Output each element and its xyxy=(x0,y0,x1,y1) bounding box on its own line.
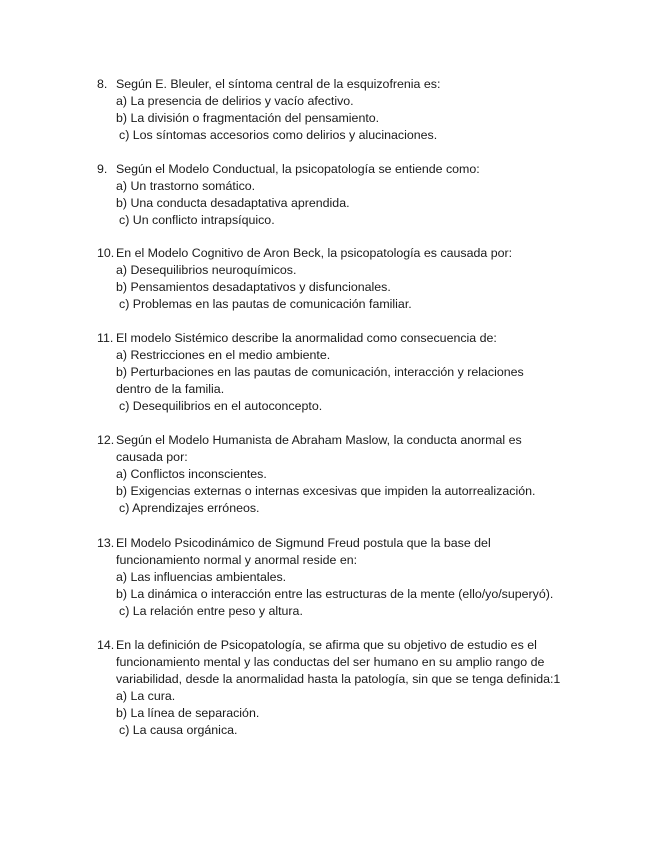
option-c: c) La relación entre peso y altura. xyxy=(119,604,303,618)
option-c: c) Desequilibrios en el autoconcepto. xyxy=(119,399,323,413)
question-10 xyxy=(97,245,597,313)
question-11 xyxy=(97,330,597,415)
option-a: a) Las influencias ambientales. xyxy=(116,570,287,584)
option-b: b) Pensamientos desadaptativos y disfuncionales. xyxy=(116,280,391,294)
option-a: a) Conflictos inconscientes. xyxy=(116,467,267,481)
question-stem: El Modelo Psicodinámico de Sigmund Freud postula que la base del xyxy=(116,536,491,550)
question-stem: En la definición de Psicopatología, se afirma que su objetivo de estudio es el xyxy=(116,638,537,652)
question-number: 14. xyxy=(97,638,115,652)
question-number: 8. xyxy=(97,77,108,91)
question-stem-continuation: funcionamiento normal y anormal reside en: xyxy=(116,553,358,567)
question-stem: Según el Modelo Conductual, la psicopatología se entiende como: xyxy=(116,162,480,176)
question-stem: Según el Modelo Humanista de Abraham Maslow, la conducta anormal es xyxy=(116,433,522,447)
option-c: c) Problemas en las pautas de comunicación familiar. xyxy=(119,297,412,311)
question-14 xyxy=(97,637,597,739)
question-stem: Según E. Bleuler, el síntoma central de la esquizofrenia es: xyxy=(116,77,441,91)
option-c: c) Los síntomas accesorios como delirios y alucinaciones. xyxy=(119,128,438,142)
option-a: a) La presencia de delirios y vacío afectivo. xyxy=(116,94,354,108)
option-a: a) Desequilibrios neuroquímicos. xyxy=(116,263,297,277)
question-number: 13. xyxy=(97,536,115,550)
option-a: a) Un trastorno somático. xyxy=(116,179,256,193)
option-b-continuation: dentro de la familia. xyxy=(116,382,225,396)
question-stem: El modelo Sistémico describe la anormalidad como consecuencia de: xyxy=(116,331,497,345)
question-13 xyxy=(97,535,597,620)
option-b: b) Perturbaciones en las pautas de comunicación, interacción y relaciones xyxy=(116,365,524,379)
question-number: 9. xyxy=(97,162,108,176)
question-8 xyxy=(97,76,597,144)
question-number: 12. xyxy=(97,433,115,447)
option-a: a) Restricciones en el medio ambiente. xyxy=(116,348,331,362)
question-9 xyxy=(97,161,597,229)
question-12 xyxy=(97,432,597,517)
option-c: c) Un conflicto intrapsíquico. xyxy=(119,213,275,227)
option-b: b) La división o fragmentación del pensamiento. xyxy=(116,111,380,125)
option-b: b) Exigencias externas o internas excesivas que impiden la autorrealización. xyxy=(116,484,536,498)
option-b: b) Una conducta desadaptativa aprendida. xyxy=(116,196,350,210)
option-b: b) La dinámica o interacción entre las estructuras de la mente (ello/yo/superyó). xyxy=(116,587,554,601)
question-stem-continuation: funcionamiento mental y las conductas del ser humano en su amplio rango de xyxy=(116,655,545,669)
question-stem: En el Modelo Cognitivo de Aron Beck, la psicopatología es causada por: xyxy=(116,246,513,260)
option-c: c) La causa orgánica. xyxy=(119,723,238,737)
question-number: 11. xyxy=(97,331,114,345)
question-number: 10. xyxy=(97,246,115,260)
question-stem-continuation: variabilidad, desde la anormalidad hasta la patología, sin que se tenga definida:1 xyxy=(116,672,561,686)
question-stem-continuation: causada por: xyxy=(116,450,188,464)
option-a: a) La cura. xyxy=(116,689,176,703)
option-b: b) La línea de separación. xyxy=(116,706,260,720)
option-c: c) Aprendizajes erróneos. xyxy=(119,501,260,515)
